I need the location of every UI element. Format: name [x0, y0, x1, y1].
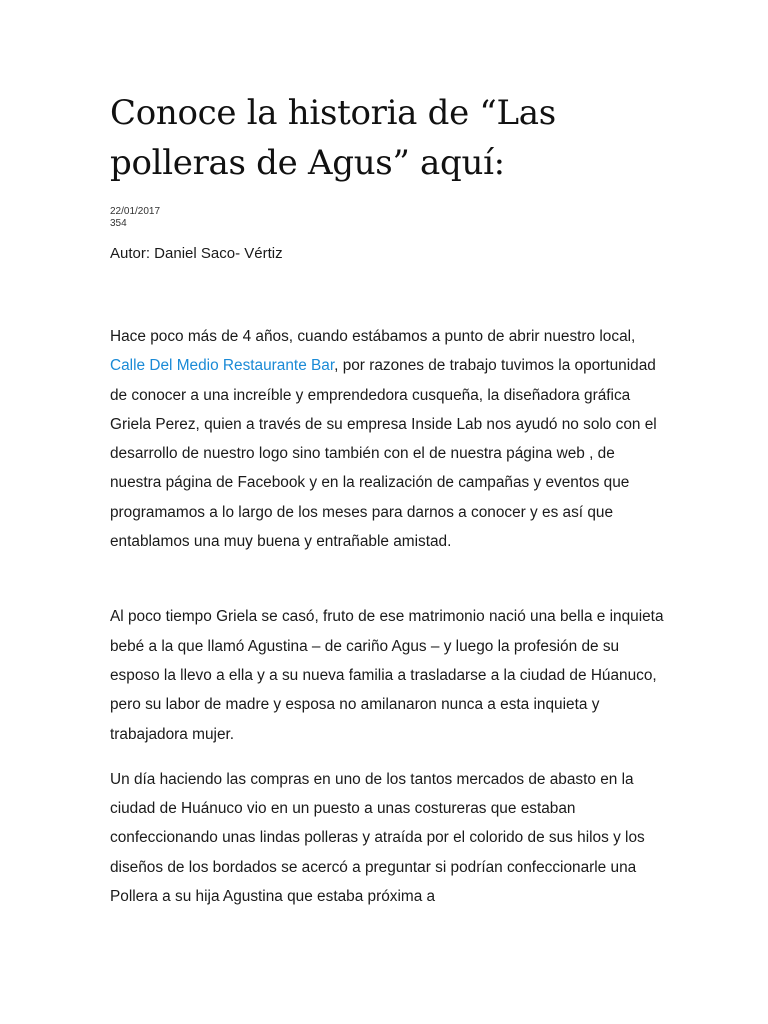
- article: [110, 88, 670, 911]
- paragraph-2: Al poco tiempo Griela se casó, fruto de ese matrimonio nació una bella e inquieta bebé a la que llamó Agustina – de cariño Agus – y luego la profesión de su esposo la llevo a ella y a su nueva familia a trasladarse a la ciudad de Húanuco, pero su labor de madre y esposa no amilanaron nunca a esta inquieta y trabajadora mujer.: [110, 608, 664, 743]
- article-meta: [110, 206, 670, 230]
- restaurant-link[interactable]: Calle Del Medio Restaurante Bar: [110, 357, 335, 375]
- publish-date: 22/01/2017: [110, 206, 161, 217]
- article-title: Conoce la historia de “Las polleras de Agus” aquí:: [110, 93, 556, 183]
- view-count: 354: [110, 218, 127, 229]
- paragraph-1-body: , por razones de trabajo tuvimos la oportunidad de conocer a una increíble y emprendedora cusqueña, la diseñadora gráfica Griela Perez, quien a través de su empresa Inside Lab nos ayudó no solo con el desarrollo de nuestro logo sino también con el de nuestra página web , de nuestra página de Facebook y en la realización de campañas y eventos que programamos a lo largo de los meses para darnos a conocer y es así que entablamos una muy buena y entrañable amistad.: [110, 357, 657, 551]
- paragraph-1: [110, 322, 670, 556]
- author-line: Autor: Daniel Saco- Vértiz: [110, 245, 283, 262]
- paragraph-1-intro: Hace poco más de 4 años, cuando estábamos a punto de abrir nuestro local,: [110, 328, 636, 345]
- paragraph-3: Un día haciendo las compras en uno de los tantos mercados de abasto en la ciudad de Huánuco vio en un puesto a unas costureras que estaban confeccionando unas lindas polleras y atraída por el colorido de sus hilos y los diseños de los bordados se acercó a preguntar si podrían confeccionarle una Pollera a su hija Agustina que estaba próxima a: [110, 770, 645, 906]
